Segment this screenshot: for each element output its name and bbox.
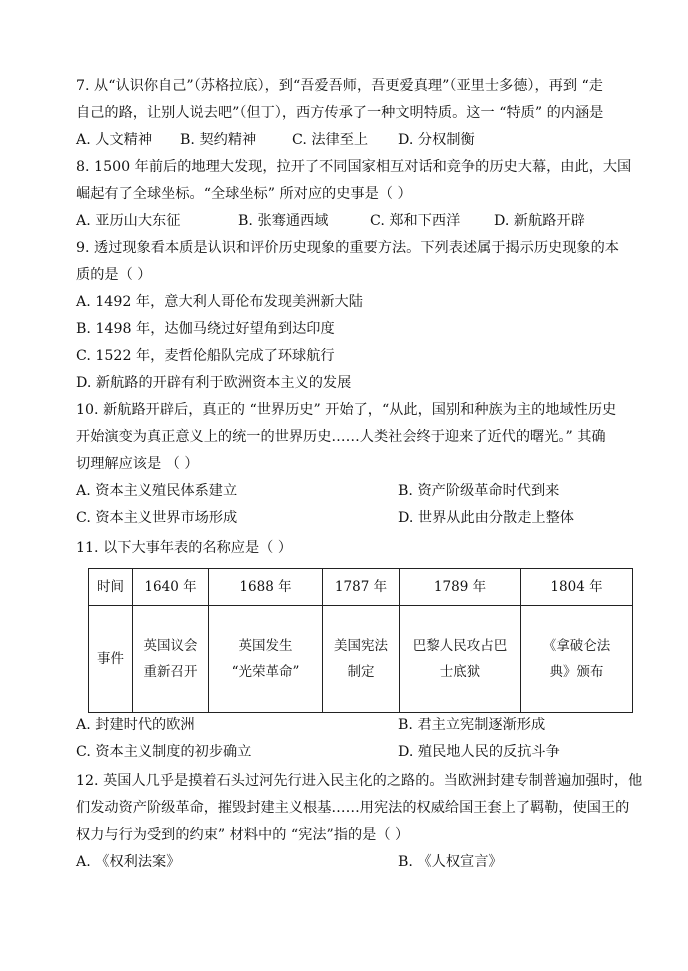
q7-option-b[interactable]: B. 契约精神 bbox=[180, 132, 257, 148]
table-event-row bbox=[89, 606, 633, 713]
event-1688-line-2: “光荣革命” bbox=[231, 664, 300, 680]
q10-stem-line-1: 10. 新航路开辟后，真正的 “世界历史” 开始了，“从此，国别和种族为主的地域性历史 bbox=[76, 402, 617, 418]
event-1787-line-1: 美国宪法 bbox=[334, 638, 388, 654]
event-1804-line-2: 典》颁布 bbox=[549, 664, 604, 680]
q12-stem-line-3: 权力与行为受到的约束” 材料中的 “宪法”指的是（ ） bbox=[76, 827, 410, 843]
event-cell-1804 bbox=[521, 606, 633, 713]
row-label-event: 事件 bbox=[89, 606, 133, 713]
event-cell-1787 bbox=[323, 606, 400, 713]
q8-option-a[interactable]: A. 亚历山大东征 bbox=[76, 213, 181, 229]
q10-stem-line-3: 切理解应该是 （ ） bbox=[76, 456, 199, 472]
q12-stem-line-1: 12. 英国人几乎是摸着石头过河先行进入民主化的之路的。当欧洲封建专制普遍加强时，他 bbox=[76, 773, 643, 789]
event-1688-line-1: 英国发生 bbox=[238, 638, 293, 654]
q9-option-b[interactable]: B. 1498 年，达伽马绕过好望角到达印度 bbox=[76, 321, 335, 337]
q8-option-b[interactable]: B. 张骞通西域 bbox=[238, 213, 329, 229]
q10-option-a[interactable]: A. 资本主义殖民体系建立 bbox=[76, 483, 238, 499]
q10-option-d[interactable]: D. 世界从此由分散走上整体 bbox=[398, 510, 574, 526]
event-cell-1688 bbox=[209, 606, 323, 713]
q10-stem-line-2: 开始演变为真正意义上的统一的世界历史……人类社会终于迎来了近代的曙光。” 其确 bbox=[76, 429, 606, 445]
q11-option-d[interactable]: D. 殖民地人民的反抗斗争 bbox=[398, 744, 560, 760]
q12-option-b[interactable]: B. 《人权宣言》 bbox=[398, 854, 503, 870]
q9-option-d[interactable]: D. 新航路的开辟有利于欧洲资本主义的发展 bbox=[76, 375, 352, 391]
chronology-table bbox=[88, 568, 633, 713]
q7-option-c[interactable]: C. 法律至上 bbox=[292, 132, 369, 148]
header-year-1804: 1804 年 bbox=[521, 569, 633, 606]
event-1789-line-1: 巴黎人民攻占巴 bbox=[412, 638, 508, 654]
table-header-row bbox=[89, 569, 633, 606]
q11-option-a[interactable]: A. 封建时代的欧洲 bbox=[76, 717, 195, 733]
event-cell-1789 bbox=[400, 606, 521, 713]
q7-stem-line-1: 7. 从“认识你自己”（苏格拉底），到“吾爱吾师，吾更爱真理”（亚里士多德），再到 “走 bbox=[76, 78, 603, 94]
q8-option-d[interactable]: D. 新航路开辟 bbox=[494, 213, 585, 229]
event-1787-line-2: 制定 bbox=[347, 664, 375, 680]
q9-option-c[interactable]: C. 1522 年，麦哲伦船队完成了环球航行 bbox=[76, 348, 335, 364]
q11-stem-line-1: 11. 以下大事年表的名称应是（ ） bbox=[76, 540, 293, 556]
q9-stem-line-2: 质的是（ ） bbox=[76, 267, 152, 283]
event-cell-1640 bbox=[133, 606, 209, 713]
q7-stem-line-2: 自己的路，让别人说去吧”（但丁），西方传承了一种文明特质。这一 “特质” 的内涵是 bbox=[76, 105, 604, 121]
q8-option-c[interactable]: C. 郑和下西洋 bbox=[370, 213, 461, 229]
q10-option-c[interactable]: C. 资本主义世界市场形成 bbox=[76, 510, 238, 526]
event-1804-line-1: 《拿破仑法 bbox=[542, 638, 611, 654]
q9-stem-line-1: 9. 透过现象看本质是认识和评价历史现象的重要方法。下列表述属于揭示历史现象的本 bbox=[76, 240, 619, 256]
header-time: 时间 bbox=[89, 569, 133, 606]
event-1640-line-1: 英国议会 bbox=[143, 638, 198, 654]
header-year-1787: 1787 年 bbox=[323, 569, 400, 606]
q11-option-b[interactable]: B. 君主立宪制逐渐形成 bbox=[398, 717, 546, 733]
header-year-1640: 1640 年 bbox=[133, 569, 209, 606]
q11-option-c[interactable]: C. 资本主义制度的初步确立 bbox=[76, 744, 252, 760]
event-1789-line-2: 士底狱 bbox=[439, 664, 481, 680]
event-1640-line-2: 重新召开 bbox=[143, 664, 198, 680]
header-year-1789: 1789 年 bbox=[400, 569, 521, 606]
q8-stem-line-1: 8. 1500 年前后的地理大发现，拉开了不同国家相互对话和竞争的历史大幕，由此，大国 bbox=[76, 159, 632, 175]
q8-stem-line-2: 崛起有了全球坐标。“全球坐标” 所对应的史事是（ ） bbox=[76, 186, 412, 202]
q10-option-b[interactable]: B. 资产阶级革命时代到来 bbox=[398, 483, 560, 499]
q12-option-a[interactable]: A. 《权利法案》 bbox=[76, 854, 181, 870]
q7-option-a[interactable]: A. 人文精神 bbox=[76, 132, 153, 148]
header-year-1688: 1688 年 bbox=[209, 569, 323, 606]
q9-option-a[interactable]: A. 1492 年，意大利人哥伦布发现美洲新大陆 bbox=[76, 294, 363, 310]
q12-stem-line-2: 们发动资产阶级革命，摧毁封建主义根基……用宪法的权威给国王套上了羁勒，使国王的 bbox=[76, 800, 630, 816]
q7-option-d[interactable]: D. 分权制衡 bbox=[398, 132, 475, 148]
